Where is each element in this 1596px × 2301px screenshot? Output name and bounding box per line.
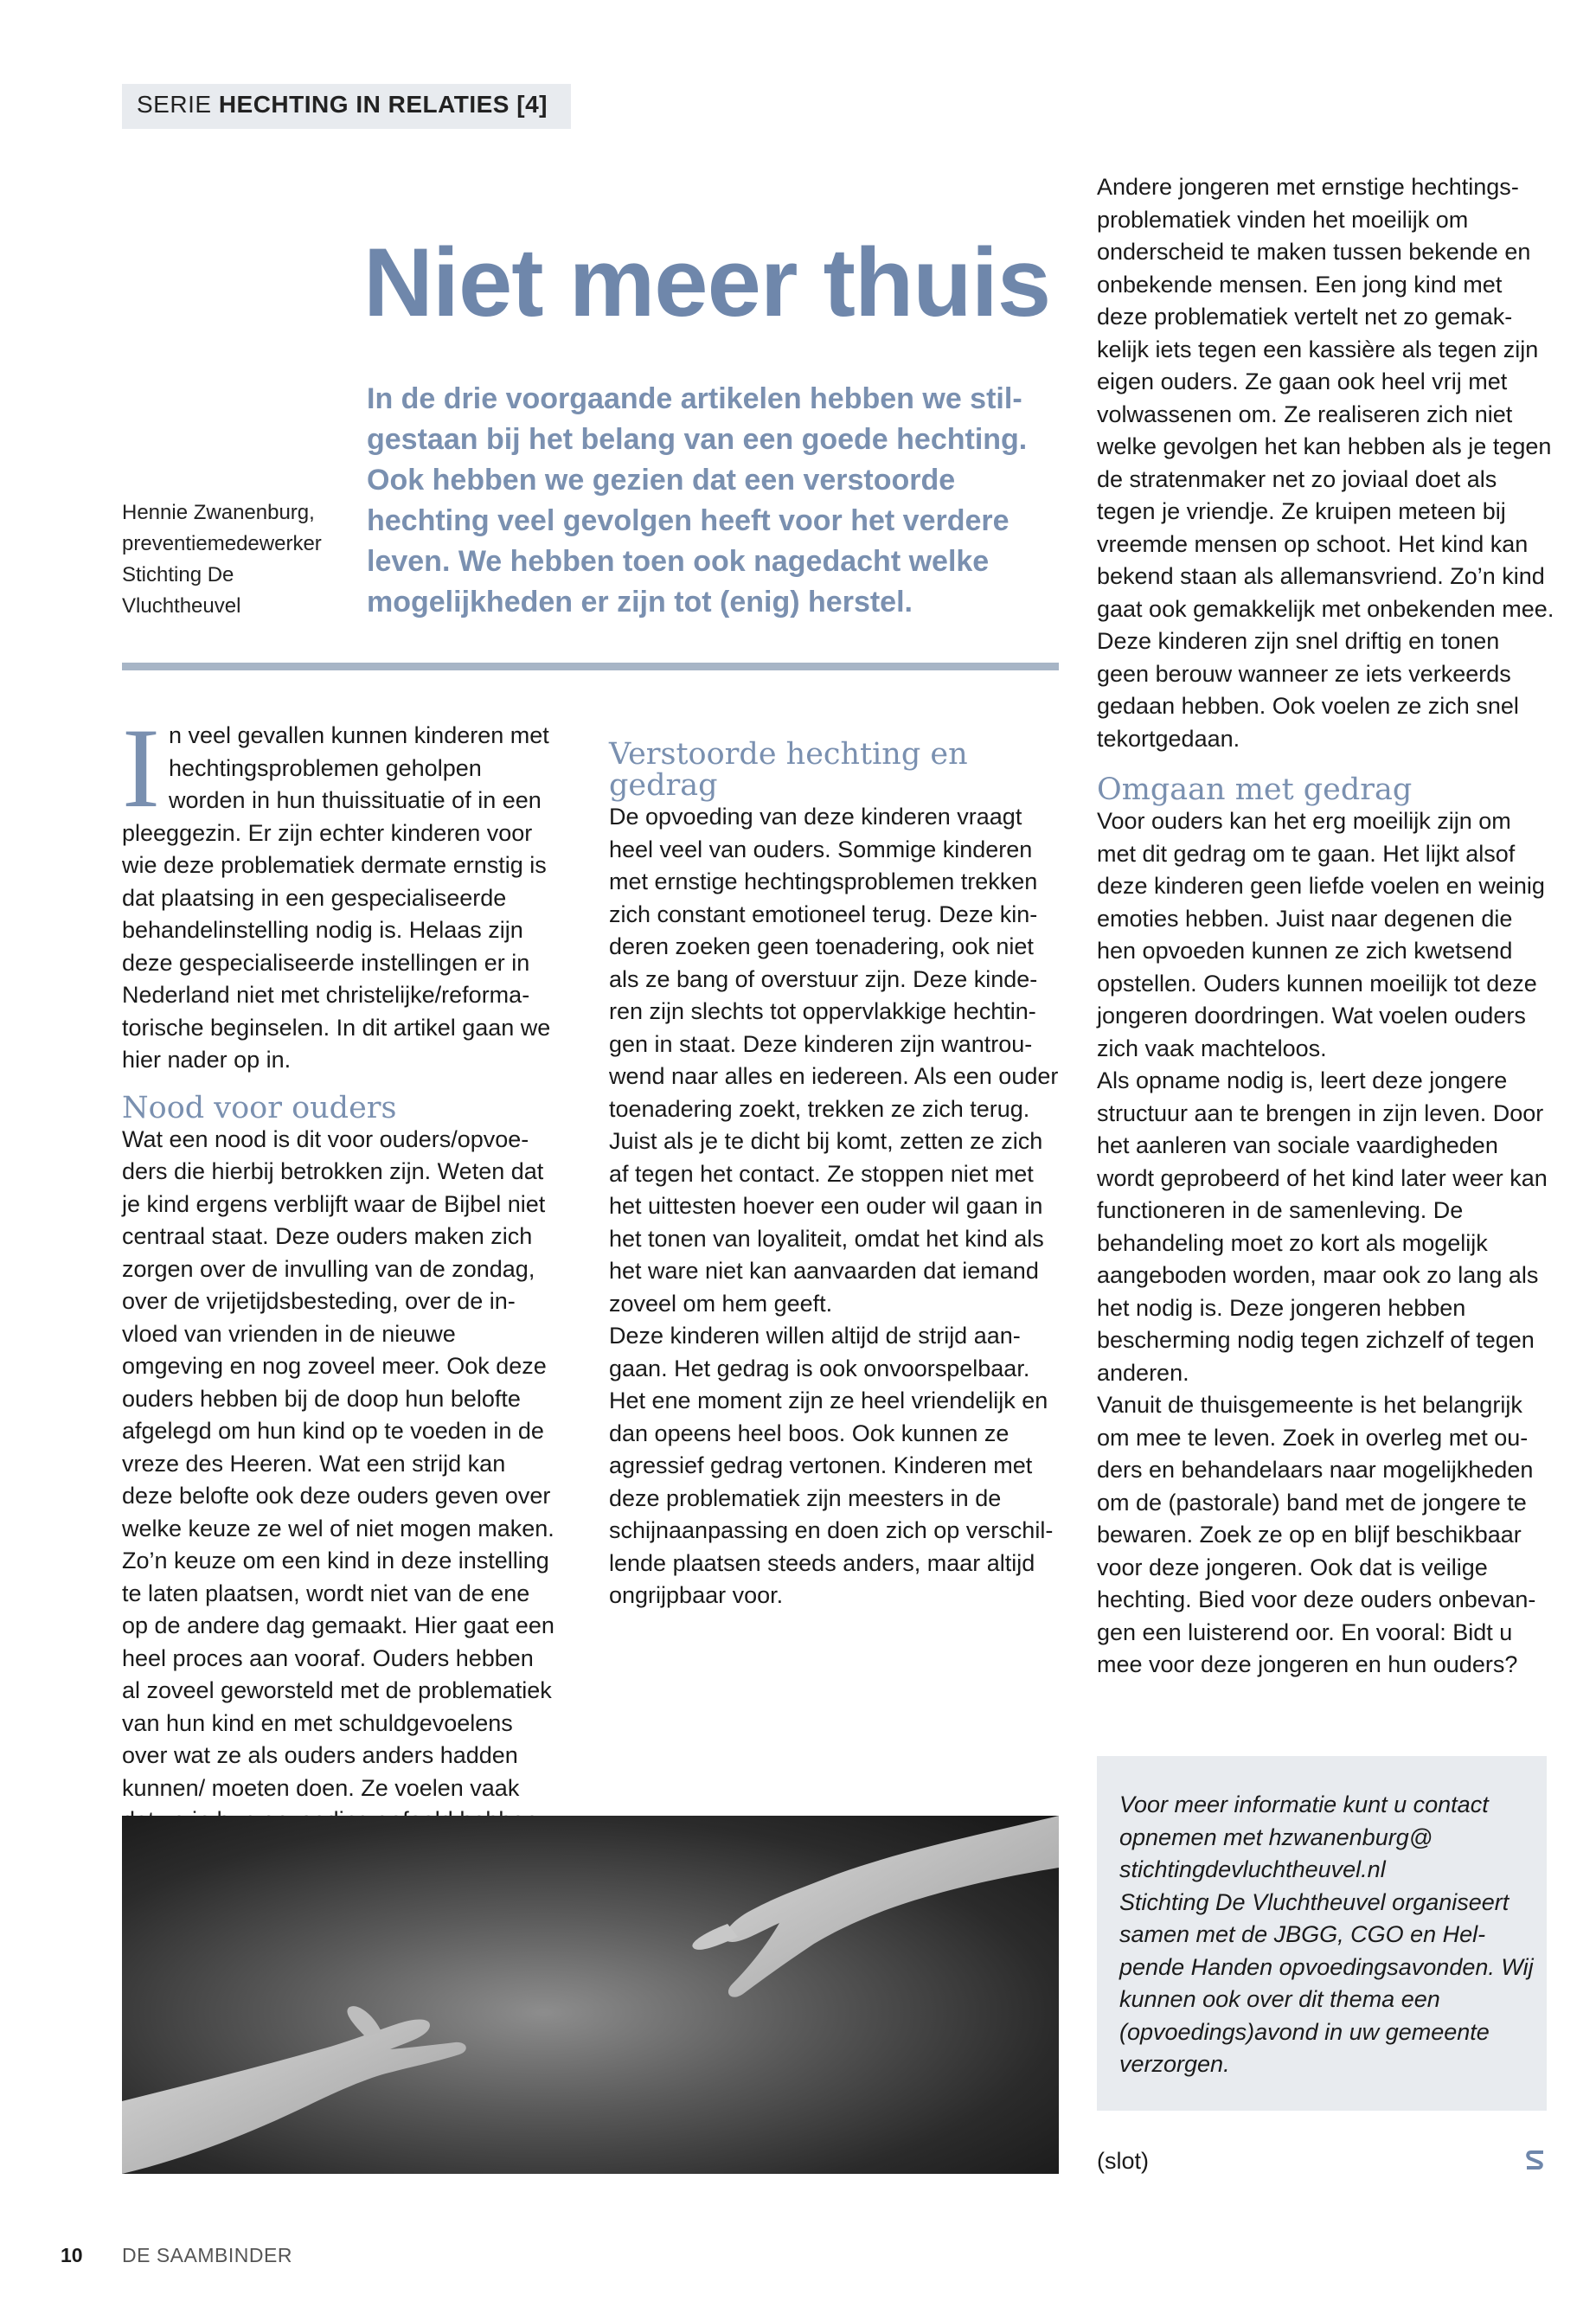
author-name: Hennie Zwanenburg, xyxy=(122,501,315,524)
paragraph: Vanuit de thuisgemeente is het belangrijk om mee te leven. Zoek in overleg met ouders en behandelaars naar mogelijkheden om de (pastorale) band met de jongere te bewaren. Zoek ze op en blijf beschikbaar voor deze jongeren. Ook dat is veilige hechting. Bied voor deze ouders onbevangen een luisterend oor. En vooral: Bidt u mee voor deze jongeren en hun ouders? xyxy=(1097,1392,1536,1677)
right-hand xyxy=(725,1816,1059,1997)
paragraph: De opvoeding van deze kinderen vraagt heel veel van ouders. Sommige kinderen met ernstige hechtingsproblemen trekken zich constant emotioneel terug. Deze kinderen zoeken geen toenadering, ook niet als ze bang of overstuur zijn. Deze kinderen zijn slechts tot oppervlakkige hechtingen in staat. Deze kinderen zijn wantrouwend naar alles en iedereen. Als een ouder toenadering zoekt, trekken ze zich terug. Juist als je te dicht bij komt, zetten ze zich af tegen het contact. Ze stoppen niet met het uittesten hoever een ouder wil gaan in het tonen van loyaliteit, omdat het kind als het ware niet kan aanvaarden dat iemand zoveel om hem geeft. xyxy=(609,804,1059,1317)
hands-illustration xyxy=(122,1816,1059,2174)
info-organisation: Stichting De Vluchtheuvel organiseert samen met de JBGG, CGO en Helpende Handen opvoedingsavonden. Wij kunnen ook over dit thema een (opvoedings)avond in uw gemeente verzorgen. xyxy=(1119,1888,1534,2077)
divider-rule xyxy=(122,663,1059,670)
hands-photo xyxy=(122,1816,1059,2174)
column-3 xyxy=(1097,171,1555,1682)
paragraph: Voor ouders kan het erg moeilijk zijn om met dit gedrag om te gaan. Het lijkt alsof deze kinderen geen liefde voelen en weinig emoties hebben. Juist naar degenen die hen opvoeden kunnen ze zich kwetsend opstellen. Ouders kunnen moeilijk tot deze jongeren doordringen. Wat voelen ouders zich vaak machteloos. xyxy=(1097,808,1545,1061)
author-role: preventiemedewerker Stichting De Vluchtheuvel xyxy=(122,532,322,618)
article-title: Niet meer thuis xyxy=(363,228,1051,336)
drop-cap: I xyxy=(122,704,160,831)
article-lead: In de drie voorgaande artikelen hebben we stilgestaan bij het belang van een goede hechting. Ook hebben we gezien dat een verstoorde hechting veel gevolgen heeft voor het verdere leven. We hebben toen ook nagedacht welke mogelijkheden er zijn tot (enig) herstel. xyxy=(367,382,1028,619)
paragraph: Andere jongeren met ernstige hechtingsproblematiek vinden het moeilijk om onderscheid te maken tussen bekende en onbekende mensen. Een jong kind met deze problematiek vertelt net zo gemakkelijk iets tegen een kassière als tegen zijn eigen ouders. Ze gaan ook heel vrij met volwassenen om. Ze realiseren zich niet welke gevolgen het kan hebben als je tegen de stratenmaker net zo joviaal doet als tegen je vriendje. Ze kruipen meteen bij vreemde mensen op schoot. Het kind kan bekend staan als allemansvriend. Zo’n kind gaat ook gemakkelijk met onbekenden mee. Deze kinderen zijn snel driftig en tonen geen berouw wanneer ze iets verkeerds gedaan hebben. Ook voelen ze zich snel tekortgedaan. xyxy=(1097,174,1554,752)
column-1 xyxy=(122,704,554,1967)
left-finger xyxy=(347,2006,381,2037)
info-contact: Voor meer informatie kunt u contact opnemen met hzwanenburg@ stichtingdevluchtheuvel.nl xyxy=(1119,1791,1489,1882)
magazine-name: DE SAAMBINDER xyxy=(122,2244,292,2266)
intro-paragraph xyxy=(122,704,554,1077)
info-box xyxy=(1097,1756,1547,2111)
series-end-note: (slot) xyxy=(1097,2148,1149,2174)
paragraph: Als opname nodig is, leert deze jongere structuur aan te brengen in zijn leven. Door het aanleren van sociale vaardigheden wordt geprobeerd of het kind later weer kan functioneren in de samenleving. De behandeling moet zo kort als mogelijk aangeboden worden, maar ook zo lang als het nodig is. Deze jongeren hebben bescherming nodig tegen zichzelf of tegen anderen. xyxy=(1097,1067,1548,1386)
column-2 xyxy=(609,720,1059,1612)
heading-verstoorde-hechting: Verstoorde hechting en gedrag xyxy=(609,737,968,803)
paragraph: Zo’n keuze om een kind in deze instelling te laten plaatsen, wordt niet van de ene op de andere dag gemaakt. Hier gaat een heel proces aan vooraf. Ouders hebben al zoveel geworsteld met de problematiek van hun kind en met schuldgevoelens over wat ze als ouders anders hadden kunnen/ moeten doen. Ze voelen vaak xyxy=(122,1548,554,1801)
series-prefix: SERIE xyxy=(137,91,219,118)
end-mark-icon xyxy=(1524,2149,1547,2176)
series-title: HECHTING IN RELATIES [4] xyxy=(218,91,548,118)
author-byline xyxy=(122,497,330,622)
page-number: 10 xyxy=(61,2244,83,2266)
heading-omgaan-met-gedrag: Omgaan met gedrag xyxy=(1097,772,1413,807)
paragraph: Deze kinderen willen altijd de strijd aangaan. Het gedrag is ook onvoorspelbaar. Het ene moment zijn ze heel vriendelijk en dan opeens heel boos. Ook kunnen ze agressief gedrag vertonen. Kinderen met deze problematiek zijn meesters in de schijnaanpassing en doen zich op verschillende plaatsen steeds anders, maar altijd ongrijpbaar voor. xyxy=(609,1323,1054,1608)
intro-text: n veel gevallen kunnen kinderen met hechtingsproblemen geholpen worden in hun thuissituatie of in een pleeggezin. Er zijn echter kinderen voor wie deze problematiek dermate ernstig is dat plaatsing in een gespecialiseerde behandelinstelling nodig is. Helaas zijn deze gespecialiseerde instellingen er in Nederland niet met christelijke/reformatorische beginselen. In dit artikel gaan we hier nader op in. xyxy=(122,722,551,1073)
heading-nood-voor-ouders: Nood voor ouders xyxy=(122,1090,397,1125)
column-2-content xyxy=(609,739,1059,1612)
paragraph: Wat een nood is dit voor ouders/opvoeders die hierbij betrokken zijn. Weten dat je kind ergens verblijft waar de Bijbel niet centraal staat. Deze ouders maken zich zorgen over de invulling van de zondag, over de vrijetijdsbesteding, over de invloed van vrienden in de nieuwe omgeving en nog zoveel meer. Ook deze ouders hebben bij de doop hun belofte afgelegd om hun kind op te voeden in de vreze des Heeren. Wat een strijd kan deze belofte ook deze ouders geven over welke keuze ze wel of niet mogen maken. xyxy=(122,1125,554,1541)
left-hand xyxy=(122,2019,466,2174)
series-label xyxy=(122,84,571,129)
